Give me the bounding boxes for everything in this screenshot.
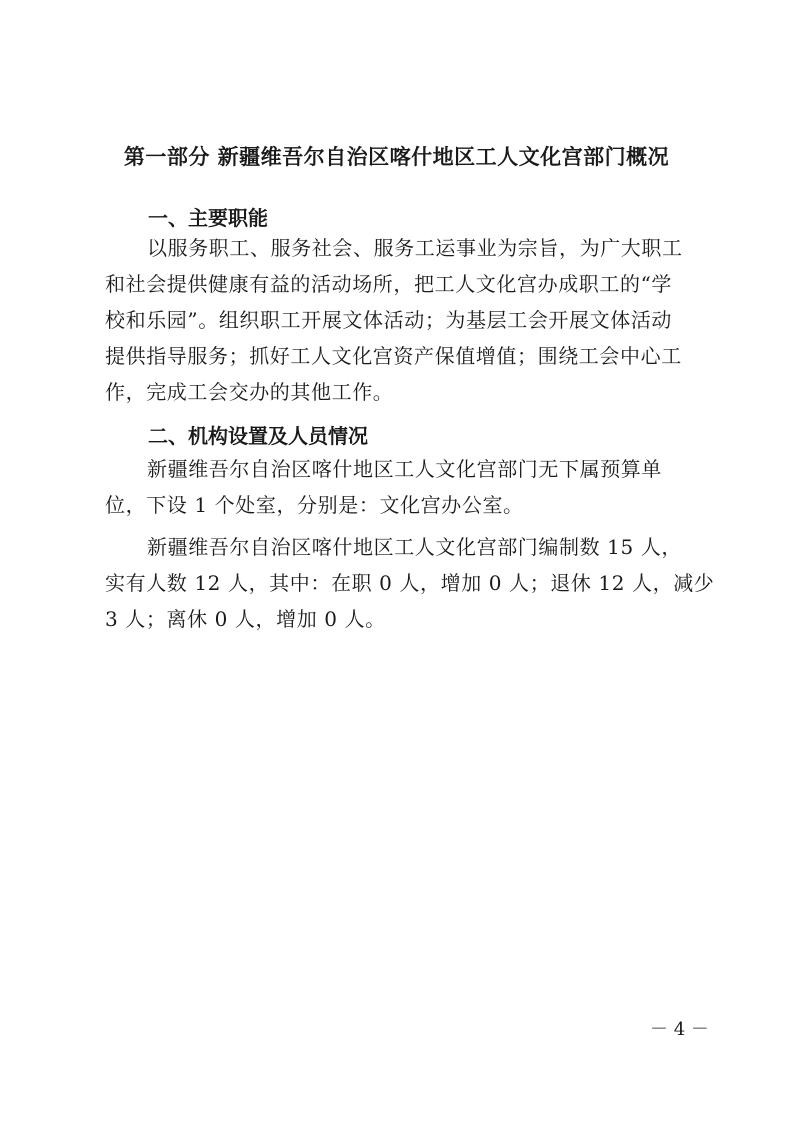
paragraph-line: 校和乐园”。组织职工开展文体活动；为基层工会开展文体活动 [105,308,673,332]
paragraph-line: 和社会提供健康有益的活动场所，把工人文化宫办成职工的“学 [105,272,673,296]
paragraph-line: 以服务职工、服务社会、服务工运事业为宗旨，为广大职工 [147,236,683,260]
paragraph-line: 3 人；离休 0 人，增加 0 人。 [105,607,386,631]
paragraph-line: 位，下设 1 个处室，分别是：文化宫办公室。 [105,493,524,517]
paragraph-line: 作，完成工会交办的其他工作。 [105,380,394,404]
paragraph-line: 新疆维吾尔自治区喀什地区工人文化宫部门编制数 15 人， [147,535,682,559]
page-title: 第一部分 新疆维吾尔自治区喀什地区工人文化宫部门概况 [123,145,670,169]
paragraph-line: 提供指导服务；抓好工人文化宫资产保值增值；围绕工会中心工 [105,344,682,368]
paragraph-line: 新疆维吾尔自治区喀什地区工人文化宫部门无下属预算单 [147,457,662,481]
page-number: － 4 － [650,1019,709,1040]
section-heading-main-functions: 一、主要职能 [148,206,268,230]
paragraph-line: 实有人数 12 人，其中：在职 0 人，增加 0 人；退休 12 人，减少 [105,571,715,595]
section-heading-organization-staffing: 二、机构设置及人员情况 [148,424,368,448]
